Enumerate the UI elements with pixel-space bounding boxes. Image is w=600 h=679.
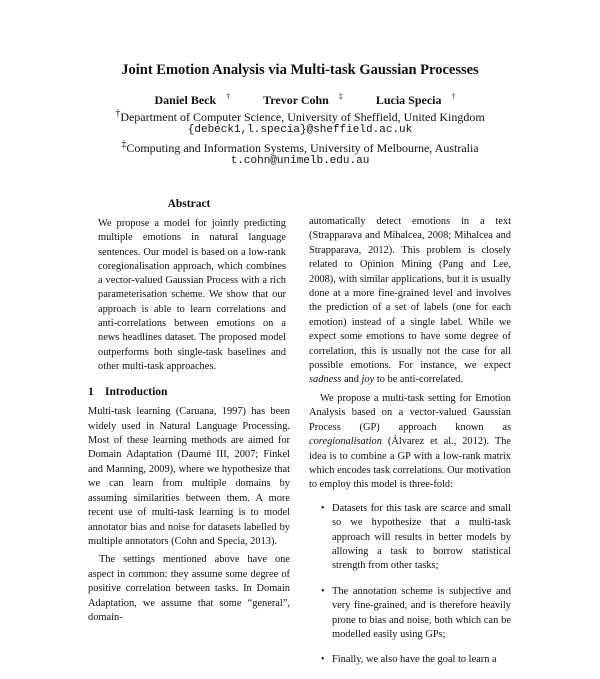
left-column <box>88 198 290 625</box>
author-list <box>0 92 600 108</box>
list-item: • Finally, we also have the goal to learn a <box>309 653 511 667</box>
section-heading-introduction: 1 Introduction <box>88 386 168 399</box>
affiliation-email: {debeck1,l.specia}@sheffield.ac.uk <box>187 124 413 136</box>
paragraph: We propose a multi-task setting for Emotion Analysis based on a vector-valued Gaussian Process (GP) approach known as coregionalisation (Álvarez et al., 2012). The idea is to combine a GP with a low-rank matrix which encodes task correlations. Our motivation to employ this model is three-fold: <box>309 392 511 491</box>
affiliation: †Department of Computer Science, University of Sheffield, United Kingdom <box>115 108 485 124</box>
bullet-list <box>309 502 511 668</box>
bullet-icon: • <box>321 654 325 666</box>
author: Lucia Specia † <box>375 92 456 107</box>
paper-title: Joint Emotion Analysis via Multi-task Gaussian Processes <box>121 62 479 78</box>
author: Daniel Beck † <box>154 92 231 107</box>
list-item: • The annotation scheme is subjective and very fine-grained, and is therefore heavily prone to bias and noise, both which can be modelled easily using GPs; <box>321 585 511 640</box>
list-item: • Datasets for this task are scarce and small so we hypothesize that a multi-task approach will results in better models by allowing a task to borrow statistical strength from other tasks; <box>321 502 511 572</box>
abstract-text: We propose a model for jointly predicting multiple emotions in natural language sentences. Our model is based on a low-rank coregionalisation approach, which combines a vector-valued Gaussian Process with a rich parameterisation scheme. We show that our approach is able to learn correlations and anti-correlations between emotions on a news headlines dataset. The proposed model outperforms both single-task baselines and other multi-task approaches. <box>98 218 286 372</box>
affiliation: ‡Computing and Information Systems, University of Melbourne, Australia <box>121 139 479 155</box>
bullet-icon: • <box>321 502 325 514</box>
abstract-heading: Abstract <box>167 198 211 210</box>
author: Trevor Cohn ‡ <box>263 92 343 107</box>
abstract <box>88 198 290 374</box>
affiliation-email: t.cohn@unimelb.edu.au <box>230 155 370 167</box>
introduction-body <box>88 405 290 625</box>
paragraph: Multi-task learning (Caruana, 1997) has been widely used in Natural Language Processing. Most of these learning methods are aimed for Domain Adaptation (Daumé III, 2007; Finkel and Manning, 2009), where we hypothesize that we can learn from multiple domains by assuming similarities between them. A more recent use of multi-task learning is to model annotator bias and noise for datasets labelled by multiple annotators (Cohn and Specia, 2013). <box>88 406 290 547</box>
paragraph: automatically detect emotions in a text (Strapparava and Mihalcea, 2008; Mihalcea and Strapparava, 2012). This problem is closely related to Opinion Mining (Pang and Lee, 2008), with similar applications, but it is usually done at a more fine-grained level and involves the prediction of a set of labels (one for each emotion) instead of a single label. While we expect some emotions to have some degree of correlation, this is usually not the case for all possible emotions. For instance, we expect sadness and joy to be anti-correlated. <box>309 216 511 386</box>
right-column <box>309 215 511 679</box>
bullet-icon: • <box>321 585 325 597</box>
paragraph: The settings mentioned above have one aspect in common: they assume some degree of positive correlation between tasks. In Domain Adaptation, we assume that some “general”, domain- <box>88 554 290 623</box>
